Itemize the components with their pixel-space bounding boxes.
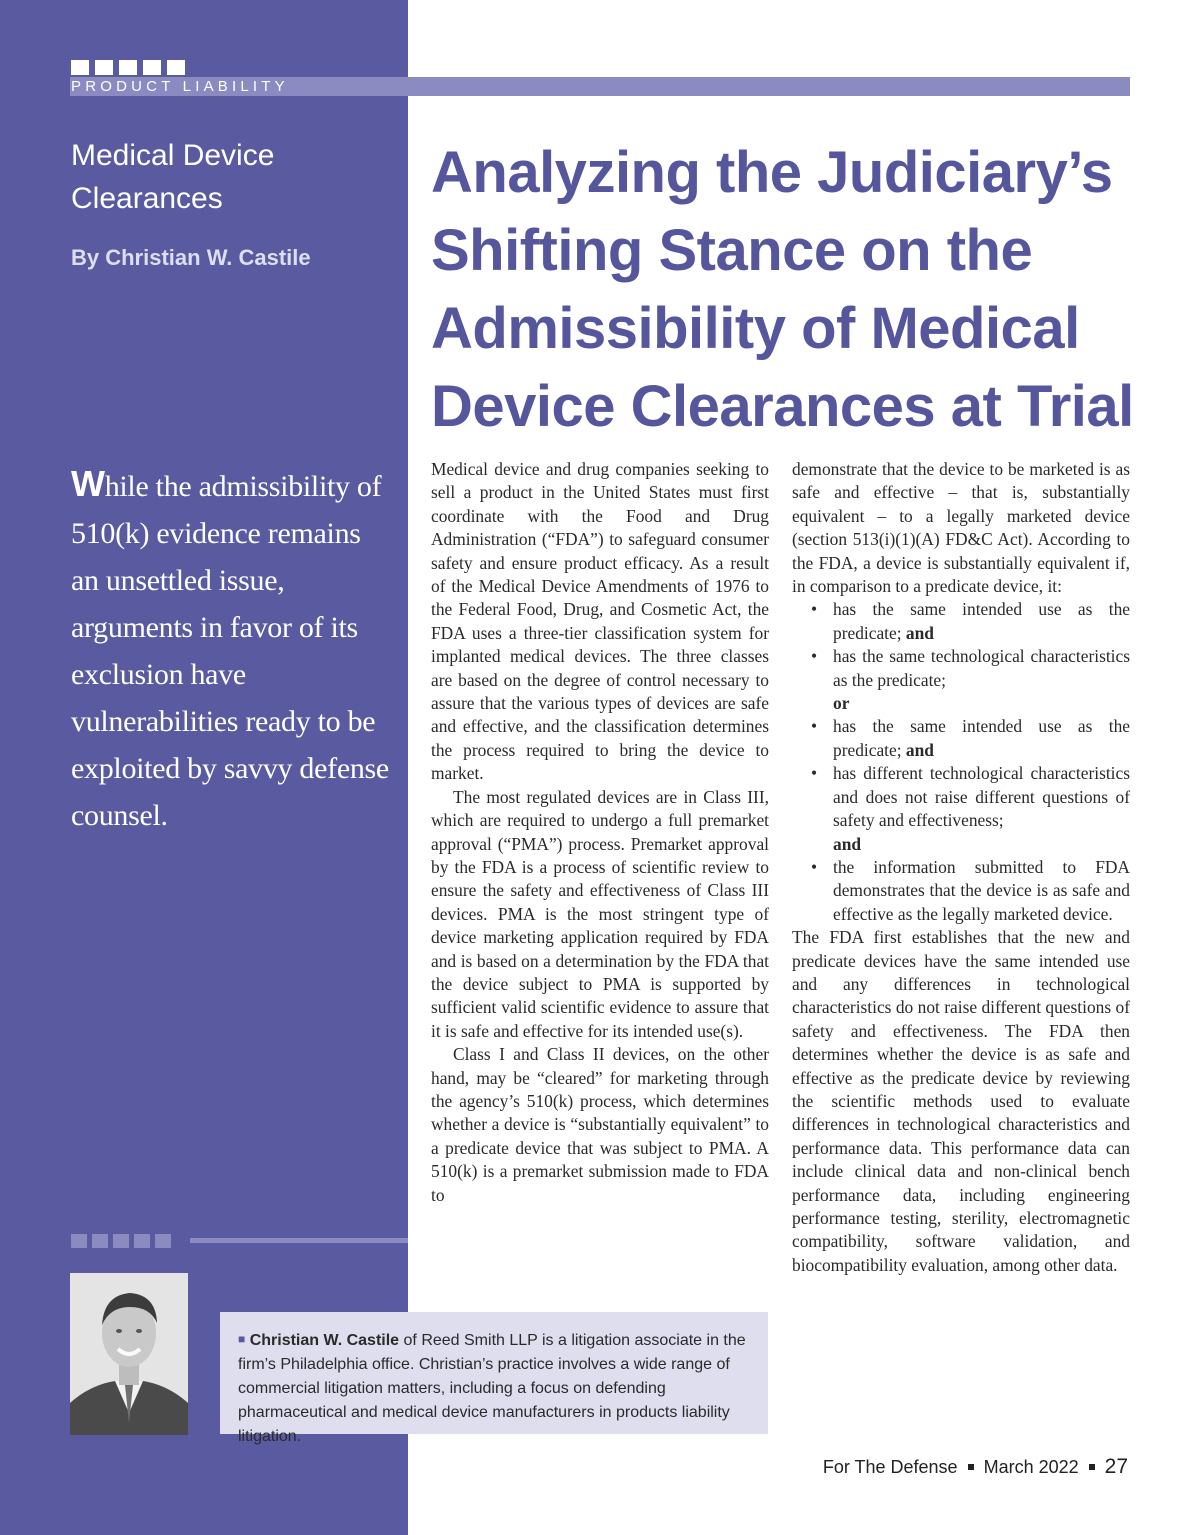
list-item: • has the same intended use as the predicate; and — [833, 598, 1130, 645]
pull-quote-initial: W — [71, 463, 105, 504]
article-column-2 — [792, 458, 1130, 1277]
list-item: • has the same technological characteristics as the predicate; — [833, 645, 1130, 692]
conjunction-or: or — [833, 693, 850, 714]
conjunction-and: and — [905, 622, 934, 643]
list-item: • has different technological characteristics and does not raise different questions of safety and effectiveness; — [833, 762, 1130, 832]
footer-separator-icon — [1089, 1464, 1095, 1470]
author-squares-decoration — [71, 1234, 171, 1248]
author-bio-text: of Reed Smith LLP is a litigation associate in the firm’s Philadelphia office. Christian’s practice involves a wide range of commercial litigation matters, including a focus on defending pharmaceutical and medical device manufacturers in products liability litigation. — [238, 1332, 746, 1445]
article-subject: Medical Device Clearances — [71, 139, 275, 215]
paragraph: Class I and Class II devices, on the other hand, may be “cleared” for marketing through the agency’s 510(k) process, which determines whether a device is “substantially equivalent” to a predicate device that was subject to PMA. A 510(k) is a premarket submission made to FDA to — [431, 1044, 769, 1205]
issue-date: March 2022 — [983, 1456, 1079, 1477]
equivalence-criteria-list-3 — [792, 856, 1130, 926]
conjunction-and: and — [905, 739, 934, 760]
bio-bullet-icon: ■ — [238, 1332, 246, 1346]
article-headline: Analyzing the Judiciary’s Shifting Stance on the Admissibility of Medical Device Clearances at Trial — [431, 140, 1134, 439]
publication-name: For The Defense — [822, 1456, 958, 1477]
equivalence-criteria-list-2 — [792, 715, 1130, 832]
pull-quote — [71, 460, 391, 839]
page-number: 27 — [1104, 1455, 1128, 1478]
author-rule — [190, 1238, 408, 1243]
author-photo — [70, 1273, 188, 1435]
section-squares-decoration — [71, 60, 185, 75]
paragraph: The most regulated devices are in Class III, which are required to undergo a full premarket approval (“PMA”) process. Premarket approval by the FDA is a process of scientific review to ensure the safety and effectiveness of Class III devices. PMA is the most stringent type of device marketing application required by FDA and is based on a determination by the FDA that the device subject to PMA is supported by sufficient valid scientific evidence to assure that it is safe and effective for its intended use(s). — [431, 786, 769, 1041]
section-label: PRODUCT LIABILITY — [71, 78, 289, 95]
paragraph: demonstrate that the device to be marketed is as safe and effective – that is, substantially equivalent – to a legally marketed device (section 513(i)(1)(A) FD&C Act). According to the FDA, a device is substantially equivalent if, in comparison to a predicate device, it: — [792, 459, 1130, 597]
conjunction-and: and — [833, 833, 862, 854]
paragraph: The FDA first establishes that the new and predicate devices have the same intended use and any differences in technological characteristics do not raise different questions of safety and effectiveness. The FDA then determines whether the device is as safe and effective as the predicate device by reviewing the scientific methods used to evaluate differences in technological characteristics and performance data. This performance data can include clinical data and non-clinical bench performance data, including engineering performance testing, sterility, electromagnetic compatibility, software validation, and biocompatibility evaluation, among other data. — [792, 927, 1130, 1275]
paragraph: Medical device and drug companies seeking to sell a product in the United States must first coordinate with the Food and Drug Administration (“FDA”) to safeguard consumer safety and ensure product efficacy. As a result of the Medical Device Amendments of 1976 to the Federal Food, Drug, and Cosmetic Act, the FDA uses a three-tier classification system for implanted medical devices. The three classes are based on the degree of control necessary to assure that the various types of devices are safe and effective, and the classification determines the process required to bring the device to market. — [431, 459, 769, 784]
article-column-1 — [431, 458, 769, 1207]
pull-quote-text: hile the admissibility of 510(k) evidence remains an unsettled issue, arguments in favor of its exclusion have vulnerabilities ready to be exploited by savvy defense counsel. — [71, 470, 389, 832]
footer-separator-icon — [968, 1464, 974, 1470]
equivalence-criteria-list — [792, 598, 1130, 692]
byline: By Christian W. Castile — [71, 245, 311, 270]
author-bio — [238, 1327, 758, 1449]
list-item: • has the same intended use as the predicate; and — [833, 715, 1130, 762]
page-footer — [823, 1455, 1128, 1479]
list-item: • the information submitted to FDA demonstrates that the device is as safe and effective as the legally marketed device. — [833, 856, 1130, 926]
author-name: Christian W. Castile — [249, 1332, 400, 1349]
